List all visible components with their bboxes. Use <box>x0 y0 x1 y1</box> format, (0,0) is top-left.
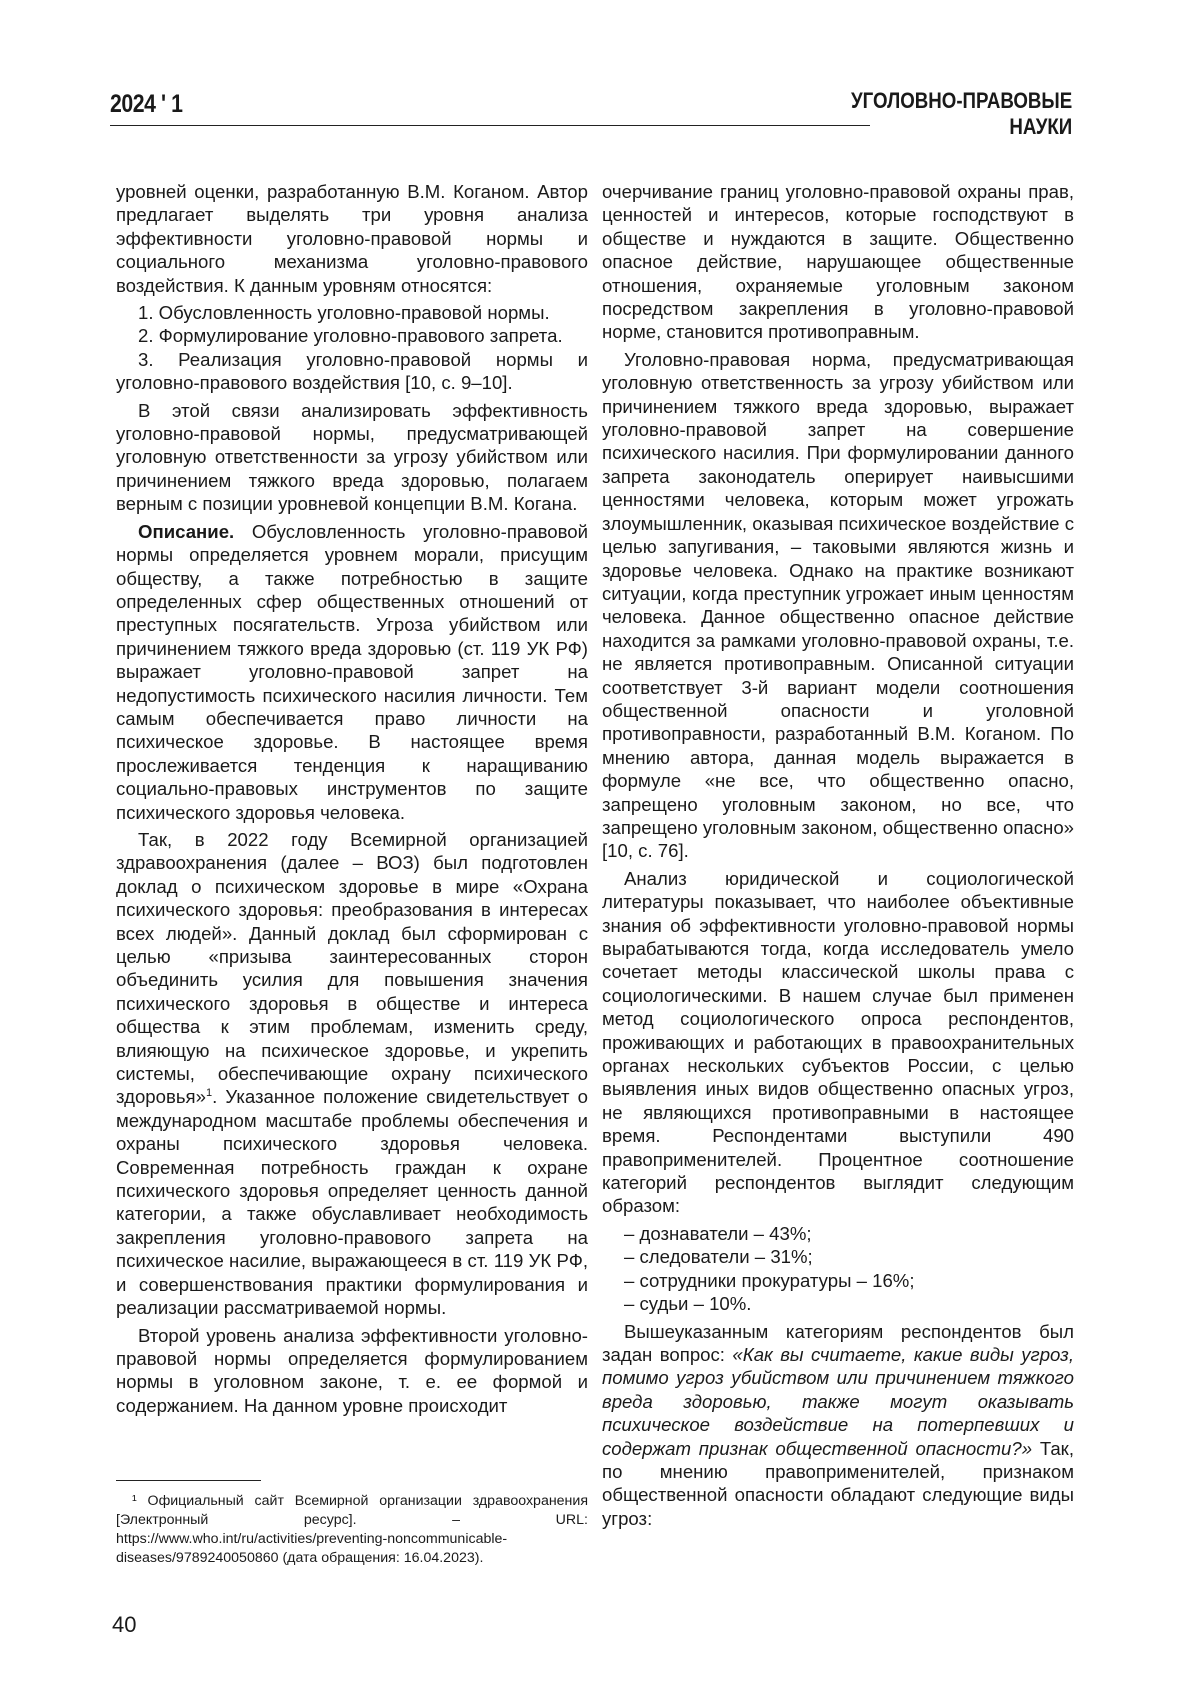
paragraph-text: Так, в 2022 году Всемирной организацией здравоохранения (далее – ВОЗ) был подготовлен доклад о психическом здоровье в мире «Охрана психического здоровья: преобразования в интересах всех людей». Данный доклад был сформирован с целью «призыва заинтересованных сторон объединить усилия для повышения значения психического здоровья в обществе и интереса общества к этим проблемам, изменить среду, влияющую на психическое здоровье, и укрепить системы, обеспечивающие охрану психического здоровья» <box>116 828 588 1108</box>
paragraph: Уголовно-правовая норма, предусматривающая уголовную ответственность за угрозу убийством или причинением тяжкого вреда здоровью, выражает уголовно-правовой запрет на совершение психического насилия. При формулировании данного запрета законодатель оперирует наивысшими ценностями человека, которым может угрожать злоумышленник, оказывая психическое воздействие с целью запугивания, – таковыми являются жизнь и здоровье человека. Однако на практике возникают ситуации, когда преступник угрожает иным ценностям человека. Данное общественно опасное действие находится за рамками уголовно-правовой охраны, т.е. не является противоправным. Описанной ситуации соответствует 3-й вариант модели соотношения общественной опасности и уголовной противоправности, разработанный В.М. Коганом. По мнению автора, данная модель выражается в формуле «не все, что общественно опасно, запрещено уголовным законом, но все, что запрещено уголовным законом, общественно опасно» [10, с. 76]. <box>602 348 1074 862</box>
footnote: ¹ Официальный сайт Всемирной организации здравоохранения [Электронный ресурс]. – URL: https://www.who.int/ru/activities/preventing-noncommunicable-diseases/9789240050860 (дата обращения: 16.04.2023). <box>116 1493 588 1566</box>
list-item: – следователи – 31%; <box>624 1246 813 1268</box>
paragraph-text: Обусловленность уголовно-правовой нормы определяется уровнем морали, присущим обществу, а также потребностью в защите определенных сфер общественных отношений от преступных посягательств. Угроза убийством или причинением тяжкого вреда здоровью (ст. 119 УК РФ) выражает уголовно-правовой запрет на недопустимость психического насилия личности. Тем самым обеспечивается право личности на психическое здоровье. В настоящее время прослеживается тенденция к наращиванию социально-правовых инструментов по защите психического здоровья человека. <box>116 520 588 823</box>
paragraph <box>116 520 588 824</box>
paragraph-text: Вышеуказанным категориям респондентов был задан вопрос: <box>602 1320 1074 1365</box>
paragraph <box>602 1320 1074 1531</box>
list-item: – сотрудники прокуратуры – 16%; <box>624 1269 915 1291</box>
survey-question: «Как вы считаете, какие виды угроз, помимо угроз убийством или причинением тяжкого вреда здоровью, также могут оказывать психическое воздействие на потерпевших и содержат признак общественной опасности?» <box>602 1343 1074 1459</box>
list-item: 1. Обусловленность уголовно-правовой нормы. <box>138 302 550 324</box>
list-item: – судьи – 10%. <box>624 1293 752 1315</box>
paragraph: Анализ юридической и социологической литературы показывает, что наиболее объективные знания об эффективности уголовно-правовой нормы вырабатываются тогда, когда исследователь умело сочетает методы классической школы права с социологическими. В нашем случае был применен метод социологического опроса респондентов, проживающих и работающих в правоохранительных органах нескольких субъектов России, с целью выявления иных видов общественно опасных угроз, не являющихся противоправными в настоящее время. Респондентами выступили 490 правоприменителей. Процентное соотношение категорий респондентов выглядит следующим образом: <box>602 867 1074 1217</box>
rubric-line-1: УГОЛОВНО-ПРАВОВЫЕ <box>850 88 1072 113</box>
rubric-line-2: НАУКИ <box>1009 114 1072 139</box>
paragraph: В этой связи анализировать эффективность уголовно-правовой нормы, предусматривающей уголовную ответственности за угрозу убийством или причинением тяжкого вреда здоровью, полагаем верным с позиции уровневой концепции В.М. Когана. <box>116 399 588 515</box>
footnote-rule <box>116 1480 261 1481</box>
list-item: – дознаватели – 43%; <box>624 1222 812 1244</box>
paragraph-text: Так, по мнению правоприменителей, признаком общественной опасности обладают следующие виды угроз: <box>602 1437 1074 1529</box>
list-item: 3. Реализация уголовно-правовой нормы и уголовно-правового воздействия [10, с. 9–10]. <box>116 348 588 394</box>
journal-issue: 2024 ' 1 <box>110 90 183 118</box>
right-column <box>602 180 1074 1530</box>
paragraph: очерчивание границ уголовно-правовой охраны прав, ценностей и интересов, которые господствуют в обществе и нуждаются в защите. Общественно опасное действие, нарушающее общественные отношения, охраняемые уголовным законом посредством закрепления в уголовно-правовой норме, становится противоправным. <box>602 181 1074 343</box>
left-column <box>116 180 588 1417</box>
page-number: 40 <box>112 1612 137 1637</box>
journal-rubric <box>851 88 1072 140</box>
paragraph <box>116 828 588 1320</box>
footnote-ref[interactable]: 1 <box>205 1087 213 1100</box>
paragraph: Второй уровень анализа эффективности уголовно-правовой нормы определяется формулированием нормы в уголовном законе, т. е. ее формой и содержанием. На данном уровне происходит <box>116 1324 588 1416</box>
paragraph-text: . Указанное положение свидетельствует о международном масштабе проблемы обеспечения и охраны психического здоровья человека. Современная потребность граждан к охране психического здоровья определяет ценность данной категории, а также обуславливает необходимость закрепления уголовно-правового запрета на психическое насилие, выражающееся в ст. 119 УК РФ, и совершенствования практики формулирования и реализации рассматриваемой нормы. <box>116 1086 588 1319</box>
paragraph: уровней оценки, разработанную В.М. Коганом. Автор предлагает выделять три уровня анализа эффективности уголовно-правовой нормы и социального механизма уголовно-правового воздействия. К данным уровням относятся: <box>116 181 588 296</box>
section-label: Описание. <box>138 520 235 542</box>
list-item: 2. Формулирование уголовно-правового запрета. <box>138 325 563 347</box>
header-rule <box>110 125 870 126</box>
